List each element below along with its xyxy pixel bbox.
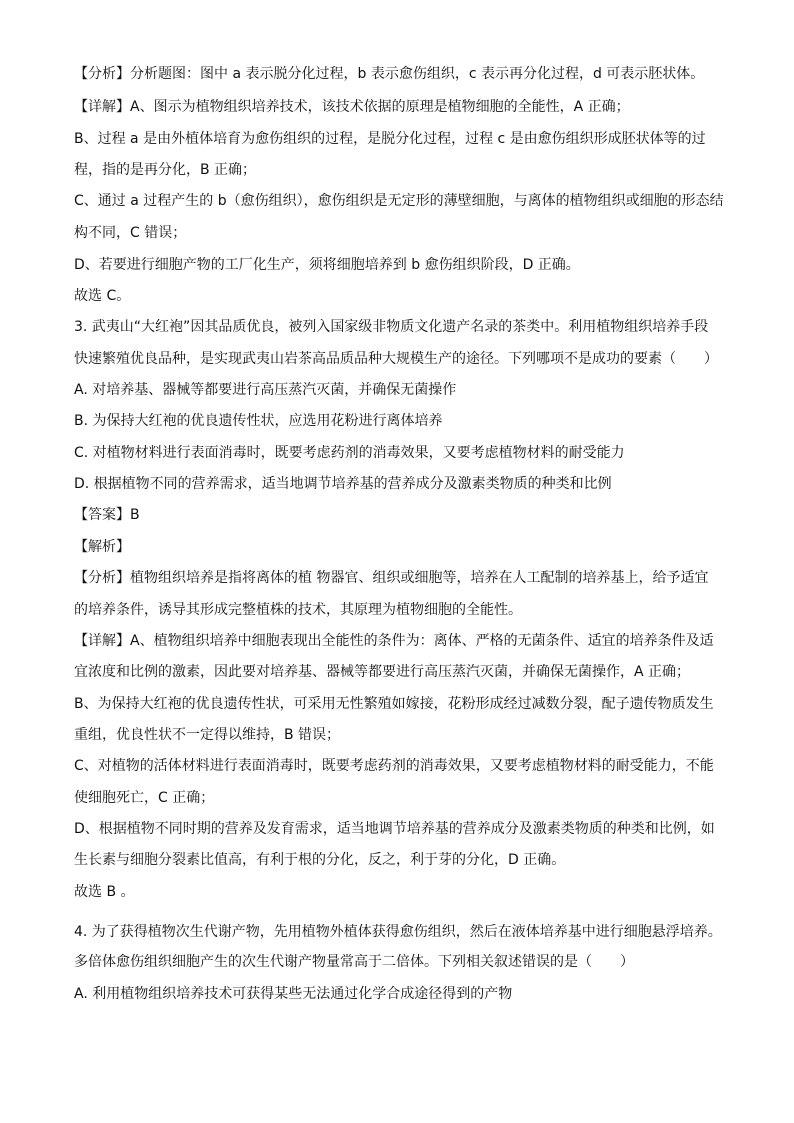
text-line: C、通过 a 过程产生的 b（愈伤组织），愈伤组织是无定形的薄壁细胞，与离体的植物组织或细胞的形态结 — [74, 193, 724, 209]
question-stem: 3. 武夷山“大红袍”因其品质优良，被列入国家级非物质文化遗产名录的茶类中。利用植物组织培养手段 — [74, 319, 709, 335]
analysis-label: 【解析】 — [74, 539, 130, 555]
question-stem: 多倍体愈伤组织细胞产生的次生代谢产物量常高于二倍体。下列相关叙述错误的是（ ） — [74, 954, 634, 970]
text-line: 使细胞死亡，C 正确； — [74, 790, 215, 806]
text-line: 故选 B 。 — [74, 884, 135, 900]
text-line: 【详解】A、植物组织培养中细胞表现出全能性的条件为：离体、严格的无菌条件、适宜的培养条件及适 — [74, 633, 714, 649]
option-a: A. 利用植物组织培养技术可获得某些无法通过化学合成途径得到的产物 — [74, 986, 513, 1002]
text-line: B、为保持大红袍的优良遗传性状，可采用无性繁殖如嫁接，花粉形成经过减数分裂，配子遗传物质发生 — [74, 696, 714, 712]
text-line: 【分析】植物组织培养是指将离体的植 物器官、组织或细胞等，培养在人工配制的培养基上，给予适宜 — [74, 570, 709, 586]
option-a: A. 对培养基、器械等都要进行高压蒸汽灭菌，并确保无菌操作 — [74, 382, 457, 398]
question-stem: 快速繁殖优良品种，是实现武夷山岩茶高品质品种大规模生产的途径。下列哪项不是成功的要素（ ） — [74, 351, 718, 367]
text-line: 【详解】A、图示为植物组织培养技术，该技术依据的原理是植物细胞的全能性，A 正确； — [74, 99, 630, 115]
text-line: 生长素与细胞分裂素比值高，有利于根的分化，反之，利于芽的分化，D 正确。 — [74, 852, 566, 868]
text-line: 【分析】分析题图：图中 a 表示脱分化过程，b 表示愈伤组织，c 表示再分化过程，d 可表示胚状体。 — [74, 66, 705, 82]
text-line: 的培养条件，诱导其形成完整植株的技术，其原理为植物细胞的全能性。 — [74, 602, 522, 618]
text-line: B、过程 a 是由外植体培育为愈伤组织的过程，是脱分化过程，过程 c 是由愈伤组织形成胚状体等的过 — [74, 131, 706, 147]
text-line: 故选 C。 — [74, 288, 131, 304]
text-line: 程，指的是再分化，B 正确； — [74, 162, 257, 178]
answer-label: 【答案】B — [74, 507, 140, 523]
question-stem: 4. 为了获得植物次生代谢产物，先用植物外植体获得愈伤组织，然后在液体培养基中进行细胞悬浮培养。 — [74, 924, 722, 940]
text-line: 宜浓度和比例的激素，因此要对培养基、器械等都要进行高压蒸汽灭菌，并确保无菌操作，A 正确； — [74, 664, 691, 680]
text-line: 重组，优良性状不一定得以维持，B 错误； — [74, 727, 341, 743]
text-line: C、对植物的活体材料进行表面消毒时，既要考虑药剂的消毒效果，又要考虑植物材料的耐受能力，不能 — [74, 758, 714, 774]
option-c: C. 对植物材料进行表面消毒时，既要考虑药剂的消毒效果，又要考虑植物材料的耐受能力 — [74, 445, 625, 461]
text-line: D、根据植物不同时期的营养及发育需求，适当地调节培养基的营养成分及激素类物质的种类和比例，如 — [74, 821, 715, 837]
option-d: D. 根据植物不同的营养需求，适当地调节培养基的营养成分及激素类物质的种类和比例 — [74, 476, 612, 492]
text-line: 构不同，C 错误； — [74, 225, 187, 241]
text-line: D、若要进行细胞产物的工厂化生产，须将细胞培养到 b 愈伤组织阶段，D 正确。 — [74, 257, 580, 273]
option-b: B. 为保持大红袍的优良遗传性状，应选用花粉进行离体培养 — [74, 413, 443, 429]
